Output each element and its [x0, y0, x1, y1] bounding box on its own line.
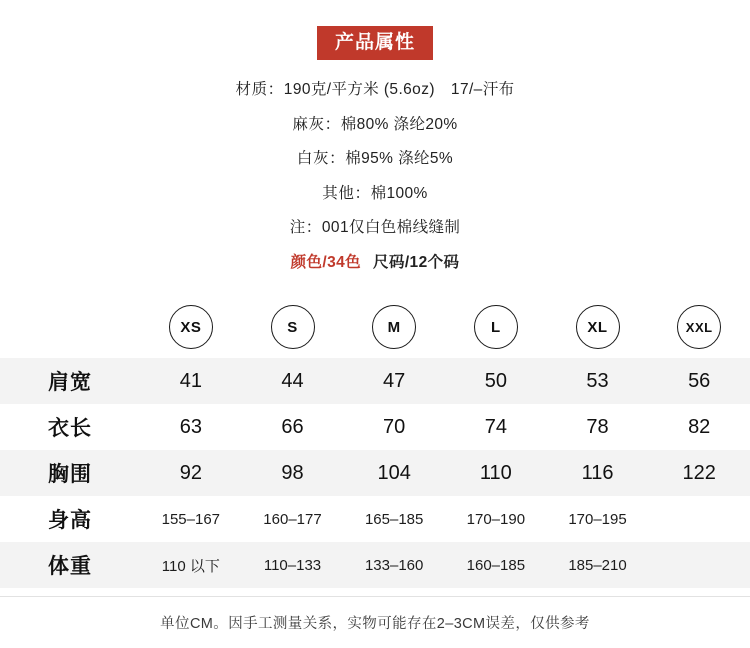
size-badge-xxl: XXL [677, 305, 721, 349]
table-cell: 74 [484, 415, 507, 438]
size-header-cell [140, 305, 242, 349]
table-cell: 133–160 [364, 556, 424, 574]
spec-value: 001仅白色棉线缝制 [321, 219, 461, 236]
table-cell: 56 [688, 369, 711, 392]
table-row-height [0, 496, 750, 542]
spec-value: 棉95% 涤纶5% [345, 150, 454, 167]
table-cell: 122 [682, 461, 716, 484]
measurement-note: 单位CM。因手工测量关系，实物可能存在2–3CM误差，仅供参考 [0, 596, 750, 648]
table-cell: 63 [179, 415, 202, 438]
table-cell: 41 [179, 369, 202, 392]
size-badge-m: M [372, 305, 416, 349]
table-cell: 160–185 [466, 556, 526, 574]
spec-label: 注： [289, 219, 322, 236]
size-badge-l: L [474, 305, 518, 349]
table-row-chest [0, 450, 750, 496]
spec-line-material [0, 82, 750, 98]
size-header-cell [242, 305, 344, 349]
size-badge-xs: XS [169, 305, 213, 349]
size-header-cell [547, 305, 649, 349]
spec-label: 麻灰： [292, 115, 341, 133]
table-cell: 44 [281, 369, 304, 392]
table-cell: 110 [479, 461, 512, 484]
spec-line-other [0, 186, 750, 202]
table-cell: 104 [377, 461, 411, 484]
table-cell: 160–177 [263, 510, 322, 528]
size-count: 尺码/12个码 [373, 253, 460, 271]
spec-value: 棉80% 涤纶20% [340, 115, 458, 133]
size-chart-table [0, 296, 750, 588]
table-cell: 170–195 [568, 510, 627, 528]
table-cell: 66 [281, 415, 304, 438]
table-cell: 70 [383, 415, 406, 438]
table-cell: 155–167 [161, 510, 221, 528]
table-cell: 165–185 [364, 510, 424, 528]
table-header-row [0, 296, 750, 358]
table-cell: 53 [586, 369, 609, 392]
table-cell: 82 [688, 415, 711, 438]
table-cell: 78 [586, 415, 609, 438]
table-cell: 110 以下 [161, 557, 220, 575]
table-row-shoulder [0, 358, 750, 404]
table-cell: 92 [179, 461, 202, 484]
size-header-cell [445, 305, 547, 349]
spec-line-heather-grey [0, 117, 750, 133]
row-label: 肩宽 [48, 371, 92, 394]
spec-value: 190克/平方米 (5.6oz) [283, 81, 435, 98]
table-row-length [0, 404, 750, 450]
spec-extra: 17/–汗布 [450, 81, 515, 98]
row-label: 身高 [48, 509, 92, 532]
page-title: 产品属性 [317, 26, 433, 60]
spec-value: 棉100% [370, 184, 428, 202]
row-label: 体重 [48, 555, 92, 578]
table-cell: 98 [281, 461, 304, 484]
table-cell: 110–133 [263, 556, 322, 574]
row-label: 衣长 [48, 417, 92, 440]
color-count: 颜色/34色 [290, 253, 362, 271]
spec-list [0, 82, 750, 270]
size-badge-s: S [271, 305, 315, 349]
spec-label: 材质： [235, 81, 284, 98]
spec-label: 白灰： [296, 150, 346, 167]
row-label: 胸围 [48, 463, 92, 486]
table-row-weight [0, 542, 750, 588]
spec-line-variants [0, 255, 750, 271]
table-cell: 47 [383, 369, 406, 392]
table-cell: 170–190 [466, 510, 526, 528]
spec-line-note [0, 220, 750, 236]
table-cell: 185–210 [568, 556, 627, 574]
spec-line-white-grey [0, 151, 750, 167]
title-section [0, 0, 750, 60]
table-cell: 116 [581, 461, 614, 484]
size-header-cell [343, 305, 445, 349]
size-header-cell [648, 305, 750, 349]
table-cell: 50 [484, 369, 507, 392]
spec-label: 其他： [322, 184, 371, 202]
size-badge-xl: XL [576, 305, 620, 349]
